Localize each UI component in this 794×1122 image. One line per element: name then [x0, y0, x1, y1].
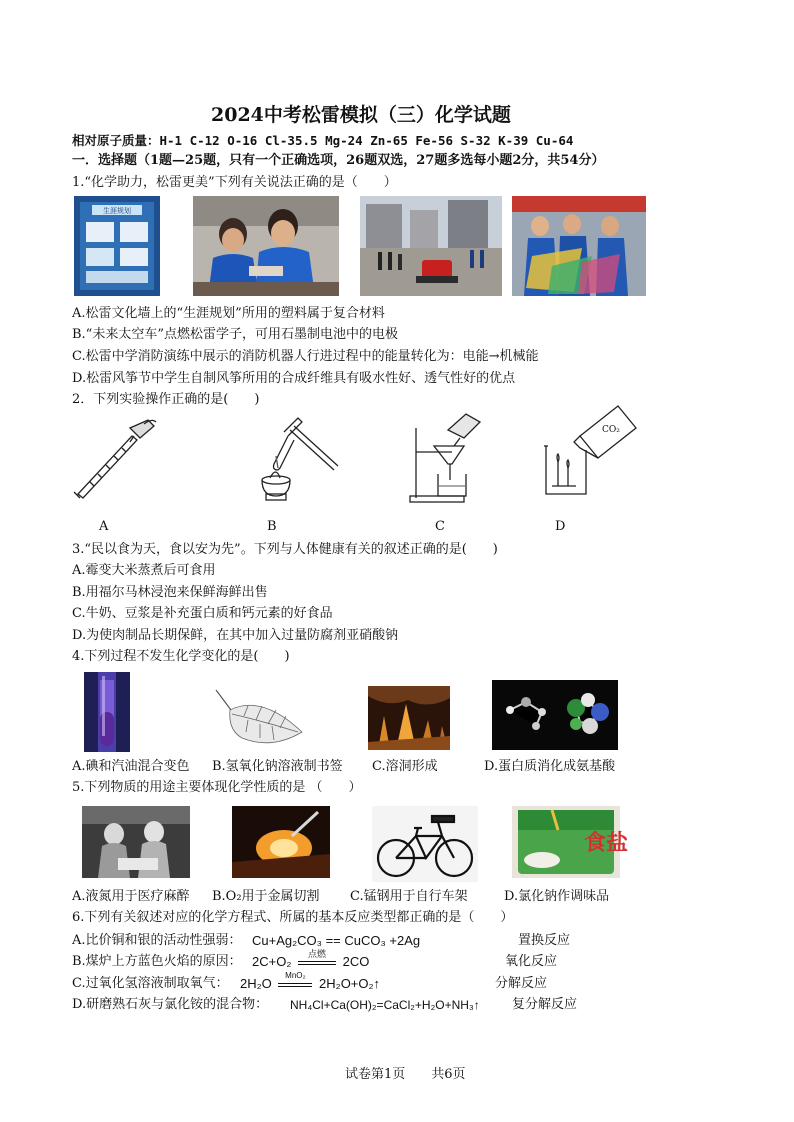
apparatus-a-graduated-cylinder	[70, 412, 160, 502]
medical-surgery-photo	[82, 806, 190, 878]
equation-b-condition: 点燃	[307, 949, 326, 959]
question-1-option-a: A.松雷文化墙上的“生涯规划”所用的塑料属于复合材料	[72, 306, 385, 321]
question-4-option-a: A.碘和汽油混合变色	[72, 759, 190, 774]
metal-cutting-photo	[232, 806, 330, 878]
salt-package-text: 食盐	[584, 831, 629, 856]
question-6-option-d-equation: NH₄Cl+Ca(OH)₂=CaCl₂+H₂O+NH₃↑	[290, 998, 480, 1012]
poster-text: 生涯规划	[103, 207, 131, 215]
question-6-option-b-desc: B.煤炉上方蓝色火焰的原因：	[72, 954, 242, 969]
question-6-option-a-desc: A.比价铜和银的活动性强弱：	[72, 933, 242, 948]
question-5-option-b: B.O₂用于金属切割	[212, 889, 320, 904]
question-3-stem: 3.“民以食为天，食以安为先”。下列与人体健康有关的叙述正确的是( )	[72, 542, 498, 557]
apparatus-a-label: A	[99, 519, 109, 534]
apparatus-d-co2-pouring	[540, 402, 640, 500]
apparatus-b-test-tube-heating	[254, 412, 344, 504]
question-6-option-c-type: 分解反应	[495, 976, 548, 991]
question-3-option-c: C.牛奶、豆浆是补充蛋白质和钙元素的好食品	[72, 606, 333, 621]
question-6-option-a-type: 置换反应	[518, 933, 571, 948]
co2-label: CO₂	[602, 425, 620, 435]
question-6-option-c-equation	[240, 971, 381, 993]
apparatus-b-label: B	[267, 519, 277, 534]
equation-b-right: 2CO	[342, 954, 370, 969]
question-6-option-b-type: 氧化反应	[505, 954, 558, 969]
question-5-option-c: C.锰钢用于自行车架	[350, 889, 468, 904]
question-1-stem: 1.“化学助力，松雷更美”下列有关说法正确的是（ ）	[72, 175, 397, 190]
page-footer: 试卷第1页 共6页	[345, 1067, 466, 1082]
question-6-option-a-equation: Cu+Ag₂CO₃ == CuCO₃ +2Ag	[252, 933, 421, 948]
exam-title: 2024中考松雷模拟（三）化学试题	[211, 104, 511, 126]
equation-c-right: 2H₂O+O₂↑	[319, 976, 381, 991]
iodine-gasoline-tube-photo	[84, 672, 130, 752]
question-4-option-b: B.氢氧化钠溶液制书签	[212, 759, 343, 774]
question-3-option-a: A.霉变大米蒸煮后可食用	[72, 563, 216, 578]
question-5-option-a: A.液氮用于医疗麻醉	[72, 889, 190, 904]
question-1-option-b: B.“未来太空车”点燃松雷学子，可用石墨制电池中的电极	[72, 327, 398, 342]
question-6-option-d-type: 复分解反应	[512, 997, 578, 1012]
salt-package-photo	[512, 806, 629, 878]
leaf-bookmark-image	[212, 684, 304, 748]
section-heading: 一．选择题（1题—25题，只有一个正确选项，26题双选，27题多选每小题2分，共54分）	[72, 153, 605, 168]
question-3-option-b: B.用福尔马林浸泡来保鲜海鲜出售	[72, 585, 268, 600]
apparatus-c-filtration	[408, 408, 490, 504]
culture-wall-photo	[74, 196, 160, 296]
question-1-option-c: C.松雷中学消防演练中展示的消防机器人行进过程中的能量转化为：电能→机械能	[72, 349, 539, 364]
question-6-stem: 6.下列有关叙述对应的化学方程式、所属的基本反应类型都正确的是（ ）	[72, 910, 514, 925]
question-2-stem: 2．下列实验操作正确的是( )	[72, 392, 260, 407]
question-6-option-c-desc: C.过氧化氢溶液制取氧气：	[72, 976, 229, 991]
kite-festival-photo	[512, 196, 646, 296]
equation-c-condition: MnO₂	[285, 971, 306, 980]
equation-c-left: 2H₂O	[240, 976, 272, 991]
apparatus-d-label: D	[555, 519, 566, 534]
question-5-stem: 5.下列物质的用途主要体现化学性质的是 （ ）	[72, 780, 362, 795]
question-4-option-d: D.蛋白质消化成氨基酸	[484, 759, 616, 774]
atomic-mass-line: 相对原子质量：H-1 C-12 O-16 Cl-35.5 Mg-24 Zn-65 Fe-56 S-32 K-39 Cu-64	[72, 133, 574, 148]
question-4-option-c: C.溶洞形成	[372, 759, 438, 774]
fire-drill-photo	[360, 196, 502, 296]
question-4-stem: 4.下列过程不发生化学变化的是( )	[72, 649, 290, 664]
bicycle-photo	[372, 806, 478, 882]
students-photo	[193, 196, 339, 296]
apparatus-c-label: C	[435, 519, 445, 534]
question-3-option-d: D.为使肉制品长期保鲜，在其中加入过量防腐剂亚硝酸钠	[72, 628, 399, 643]
question-6-option-d-desc: D.研磨熟石灰与氯化铵的混合物：	[72, 997, 269, 1012]
equation-b-left: 2C+O₂	[252, 954, 292, 969]
question-5-option-d: D.氯化钠作调味品	[504, 889, 610, 904]
question-1-option-d: D.松雷风筝节中学生自制风筝所用的合成纤维具有吸水性好、透气性好的优点	[72, 371, 516, 386]
cave-formation-photo	[368, 686, 450, 750]
amino-acid-molecule-photo	[492, 680, 618, 750]
